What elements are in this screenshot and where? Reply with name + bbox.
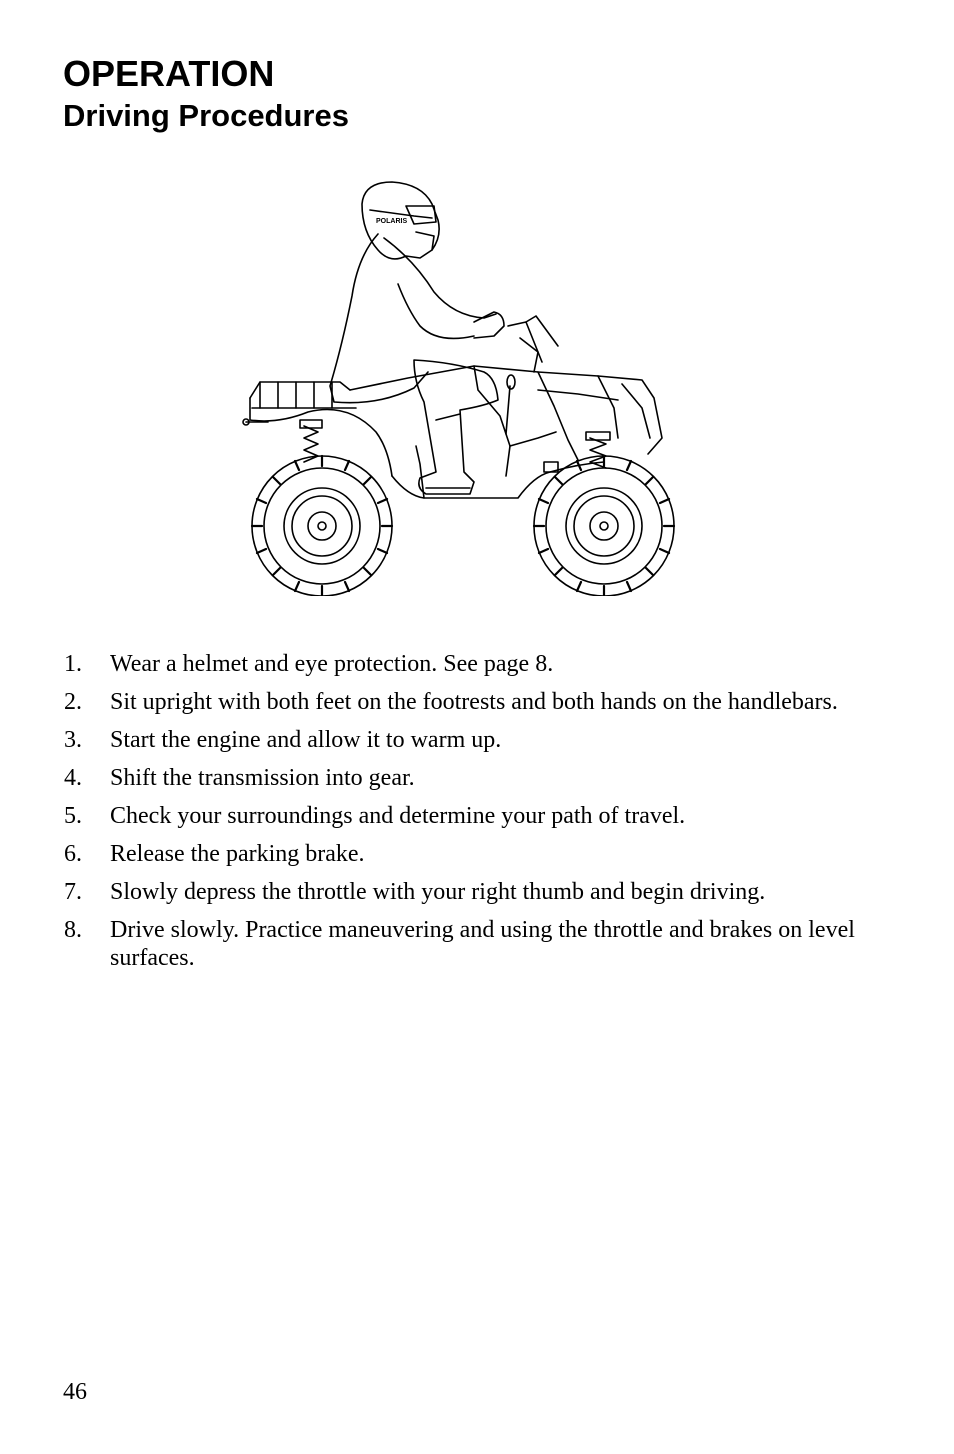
step-text: Slowly depress the throttle with your right thumb and begin driving. <box>110 879 766 905</box>
front-wheel <box>534 456 674 596</box>
section-title: OPERATION <box>63 53 275 94</box>
list-item <box>64 726 894 754</box>
step-text: Sit upright with both feet on the footrests and both hands on the handlebars. <box>110 689 838 715</box>
page-number: 46 <box>63 1379 87 1405</box>
list-item <box>64 802 894 830</box>
step-number: 3. <box>64 727 82 753</box>
list-item <box>64 916 894 972</box>
list-item <box>64 878 894 906</box>
step-number: 5. <box>64 803 82 829</box>
step-number: 7. <box>64 879 82 905</box>
rear-rack <box>243 382 392 476</box>
list-item <box>64 764 894 792</box>
step-text: Wear a helmet and eye protection. See page 8. <box>110 651 554 677</box>
helmet-logo-text: POLARIS <box>376 218 408 225</box>
step-number: 6. <box>64 841 82 867</box>
step-number: 2. <box>64 689 82 715</box>
step-text: Drive slowly. Practice maneuvering and using the throttle and brakes on level surfaces. <box>110 917 855 971</box>
step-number: 1. <box>64 651 82 677</box>
list-item <box>64 650 894 678</box>
step-text: Release the parking brake. <box>110 841 365 867</box>
handlebars <box>508 316 558 372</box>
list-item <box>64 688 894 716</box>
step-text: Check your surroundings and determine your path of travel. <box>110 803 686 829</box>
list-item <box>64 840 894 868</box>
rear-shock <box>300 420 322 462</box>
atv-rider-illustration <box>238 176 688 596</box>
gear-shifter <box>506 375 515 434</box>
step-text: Shift the transmission into gear. <box>110 765 415 791</box>
driving-steps-list <box>64 650 894 982</box>
subsection-title: Driving Procedures <box>63 98 349 133</box>
rear-wheel <box>252 456 392 596</box>
step-text: Start the engine and allow it to warm up. <box>110 727 502 753</box>
step-number: 4. <box>64 765 82 791</box>
step-number: 8. <box>64 917 82 943</box>
